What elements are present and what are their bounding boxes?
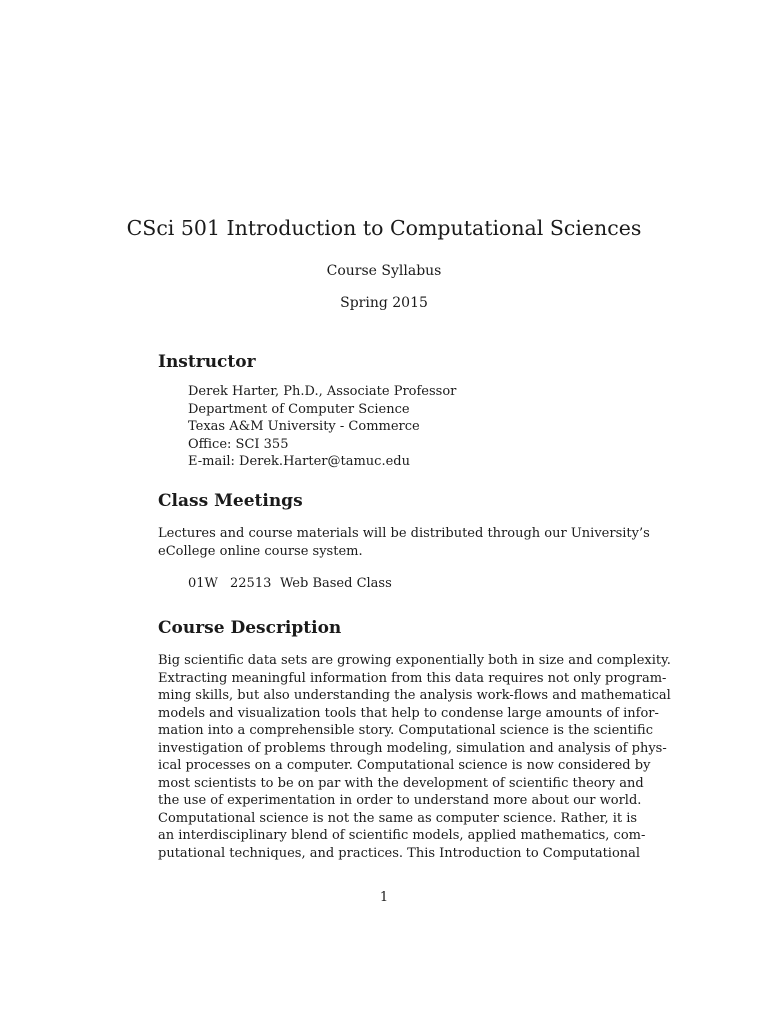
instructor-department: Department of Computer Science [188, 401, 410, 417]
section-code: 01W [188, 576, 218, 591]
paragraph-line: putational techniques, and practices. This Introduction to Computational [158, 845, 641, 861]
paragraph-line: Big scientific data sets are growing exponentially both in size and complexity. [158, 653, 671, 668]
paragraph-line: Lectures and course materials will be distributed through our University’s [158, 526, 650, 541]
paragraph-line: Extracting meaningful information from this data requires not only program- [158, 670, 667, 686]
page-number: 1 [379, 890, 389, 905]
instructor-university: Texas A&M University - Commerce [188, 419, 420, 434]
class-meetings-heading: Class Meetings [158, 491, 303, 511]
class-section-row [188, 576, 392, 591]
paragraph-line: the use of experimentation in order to understand more about our world. [158, 793, 642, 808]
document-title: CSci 501 Introduction to Computational Sciences [126, 216, 642, 240]
paragraph-line: ical processes on a computer. Computational science is now considered by [158, 758, 651, 773]
section-crn: 22513 [230, 576, 272, 591]
paragraph-line: an interdisciplinary blend of scientific models, applied mathematics, com- [158, 828, 646, 843]
class-meetings-paragraph [158, 525, 650, 560]
paragraph-line: investigation of problems through modeling, simulation and analysis of phys- [158, 740, 667, 756]
paragraph-line: most scientists to be on par with the development of scientific theory and [158, 775, 644, 791]
paragraph-line: Computational science is not the same as computer science. Rather, it is [158, 810, 638, 826]
section-type: Web Based Class [280, 576, 392, 591]
instructor-heading: Instructor [158, 352, 256, 372]
course-description-heading: Course Description [158, 618, 342, 638]
paragraph-line: eCollege online course system. [158, 543, 363, 559]
paragraph-line: models and visualization tools that help to condense large amounts of infor- [158, 705, 659, 721]
course-description-paragraph [158, 652, 671, 862]
document-term: Spring 2015 [340, 295, 428, 311]
paragraph-line: ming skills, but also understanding the analysis work-flows and mathematical [158, 688, 671, 703]
instructor-info [188, 383, 456, 471]
instructor-office: Office: SCI 355 [188, 436, 289, 452]
document-subtitle: Course Syllabus [326, 263, 442, 279]
instructor-name: Derek Harter, Ph.D., Associate Professor [188, 384, 457, 399]
paragraph-line: mation into a comprehensible story. Computational science is the scientific [158, 723, 654, 738]
instructor-email: E-mail: Derek.Harter@tamuc.edu [188, 454, 410, 469]
